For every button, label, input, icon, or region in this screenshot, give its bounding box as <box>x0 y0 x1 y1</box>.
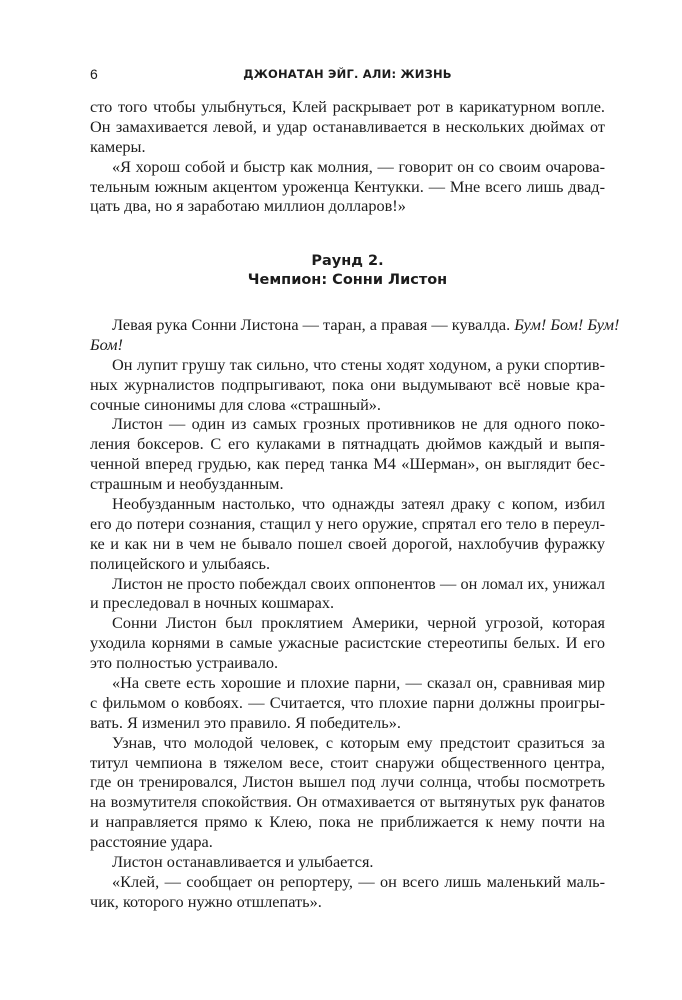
chapter-body-text <box>90 315 620 912</box>
text-line: «Я хорош собой и быстр как молния, — говорит он со своим очарова- <box>112 156 605 176</box>
text-line: на возмутителя спокойствия. Он отмахивается от вытянутых рук фанатов <box>90 792 605 812</box>
text-line: с фильмом о ковбоях. — Считается, что плохие парни должны проигры- <box>90 692 605 712</box>
paragraph <box>90 414 605 494</box>
page-number: 6 <box>90 66 98 82</box>
text-line: и направляется прямо к Клею, пока не приближается к нему почти на <box>90 812 605 832</box>
text-line: сто того чтобы улыбнуться, Клей раскрывает рот в карикатурном вопле. <box>90 97 605 116</box>
paragraph <box>90 355 605 415</box>
text-line: и преследовал в ночных кошмарах. <box>90 593 335 613</box>
paragraph <box>90 157 605 217</box>
text-line: уходила корнями в самые ужасные расистские стереотипы белых. И его <box>90 633 605 653</box>
text-line: тельным южным акцентом уроженца Кентукки. — Мне всего лишь двад- <box>90 176 605 196</box>
text-line: титул чемпиона в тяжелом весе, стоит снаружи общественного центра, <box>90 752 605 772</box>
text-line <box>90 335 605 355</box>
text-line: цать два, но я заработаю миллион долларов!» <box>90 196 406 216</box>
paragraph <box>90 494 605 574</box>
text-line: Он лупит грушу так сильно, что стены ходят ходуном, а руки спортив- <box>112 354 605 374</box>
text-line: «На свете есть хорошие и плохие парни, — сказал он, сравнивая мир <box>112 673 605 693</box>
italic-text: Бум! Бом! Бум! <box>514 315 620 334</box>
text-line: чик, которого нужно отшлепать». <box>90 891 322 911</box>
text-span: Левая рука Сонни Листона — таран, а правая — кувалда. <box>112 315 515 334</box>
text-line: Листон останавливается и улыбается. <box>112 852 374 872</box>
paragraph <box>90 852 605 872</box>
italic-text: Бом! <box>90 334 123 354</box>
text-line: ченной вперед грудью, как перед танка М4 «Шерман», он выглядит бес- <box>90 454 605 474</box>
paragraph <box>90 733 605 852</box>
text-line: вать. Я изменил это правило. Я победитель». <box>90 712 401 732</box>
text-line: Сонни Листон был проклятием Америки, черной угрозой, которая <box>112 613 605 633</box>
text-line: ке и как ни в чем не бывало пошел своей дорогой, нахлобучив фуражку <box>90 533 605 553</box>
text-line: Необузданным настолько, что однажды затеял драку с копом, избил <box>112 494 605 514</box>
text-line: где он тренировался, Листон вышел под лучи солнца, чтобы посмотреть <box>90 772 605 792</box>
text-line: страшным и необузданным. <box>90 474 284 494</box>
chapter-title: Чемпион: Сонни Листон <box>247 272 448 288</box>
text-line: полицейского и улыбаясь. <box>90 553 271 573</box>
chapter-number: Раунд 2. <box>311 253 384 269</box>
paragraph <box>90 673 605 733</box>
text-line: расстояние удара. <box>90 832 213 852</box>
text-line: ных журналистов подпрыгивают, пока они выдумывают всё новые кра- <box>90 374 605 394</box>
text-line: его до потери сознания, стащил у него оружие, спрятал его тело в переул- <box>90 513 605 533</box>
text-line: «Клей, — сообщает он репортеру, — он всего лишь маленький маль- <box>112 871 605 891</box>
paragraph <box>90 97 605 157</box>
text-line: Узнав, что молодой человек, с которым ему предстоит сразиться за <box>112 732 605 752</box>
chapter-heading <box>90 252 605 290</box>
running-header <box>90 66 605 84</box>
text-line: ления боксеров. С его кулаками в пятнадцать дюймов каждый и выпя- <box>90 434 605 454</box>
text-line: сочные синонимы для слова «страшный». <box>90 394 382 414</box>
text-line: камеры. <box>90 136 146 156</box>
text-line: Он замахивается левой, и удар останавливается в нескольких дюймах от <box>90 116 605 136</box>
text-line <box>90 315 620 335</box>
paragraph <box>90 574 605 614</box>
text-line: Листон не просто побеждал своих оппонентов — он ломал их, унижал <box>112 573 605 593</box>
paragraph <box>90 613 605 673</box>
paragraph <box>90 872 605 912</box>
intro-text <box>90 97 605 216</box>
paragraph <box>90 315 620 355</box>
running-title: ДЖОНАТАН ЭЙГ. АЛИ: ЖИЗНЬ <box>243 67 452 81</box>
text-line: это полностью устраивало. <box>90 653 279 673</box>
text-line: Листон — один из самых грозных противников не для одного поко- <box>112 414 605 434</box>
